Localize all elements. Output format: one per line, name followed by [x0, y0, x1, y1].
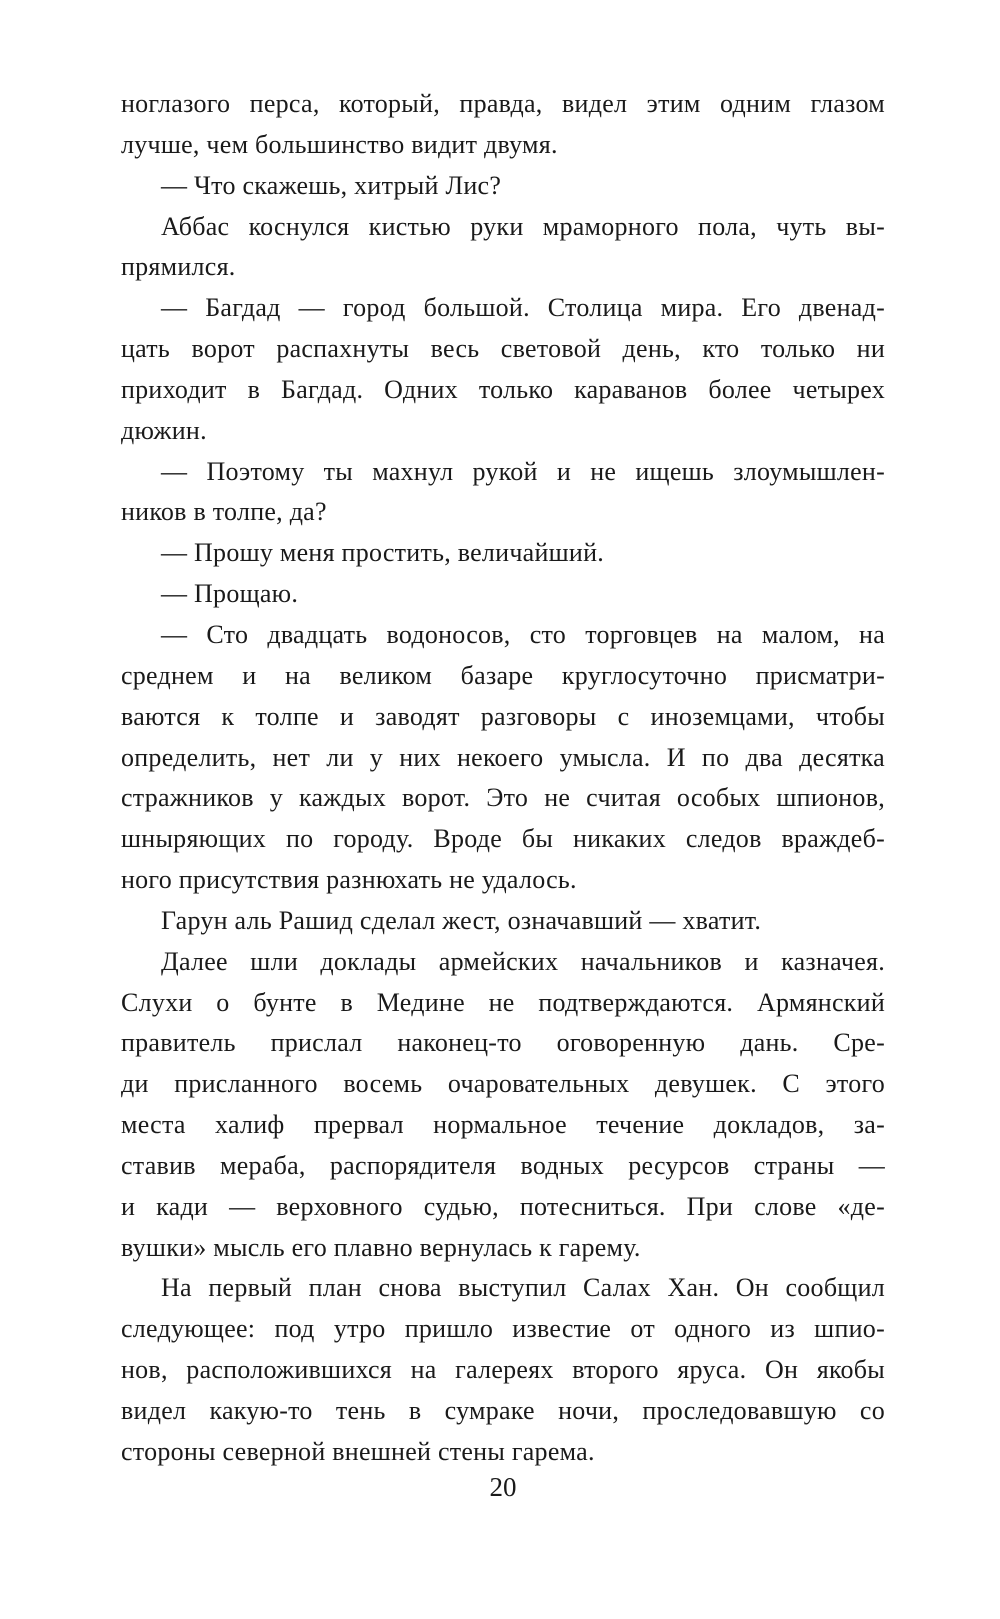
- page-number: 20: [489, 1472, 517, 1502]
- text-line: следующее: под утро пришло известие от одного из шпио-: [121, 1314, 885, 1344]
- text-line: нов, расположившихся на галереях второго яруса. Он якобы: [121, 1355, 885, 1385]
- text-line: ди присланного восемь очаровательных девушек. С этого: [121, 1069, 885, 1099]
- text-line: дюжин.: [121, 415, 207, 445]
- text-line: стороны северной внешней стены гарема.: [121, 1436, 595, 1466]
- text-line: На первый план снова выступил Салах Хан. Он сообщил: [161, 1273, 885, 1303]
- text-line: — Багдад — город большой. Столица мира. Его двенад-: [161, 293, 885, 323]
- text-line: шныряющих по городу. Вроде бы никаких следов враждеб-: [121, 824, 885, 854]
- text-line: правитель прислал наконец-то оговоренную дань. Сре-: [121, 1028, 885, 1058]
- text-line: ноглазого перса, который, правда, видел этим одним глазом: [121, 89, 885, 118]
- text-line: ников в толпе, да?: [121, 497, 327, 527]
- text-line: стражников у каждых ворот. Это не считая особых шпионов,: [121, 783, 885, 813]
- text-line: — Поэтому ты махнул рукой и не ищешь злоумышлен-: [161, 456, 885, 486]
- text-line: — Сто двадцать водоносов, сто торговцев на малом, на: [161, 619, 885, 649]
- text-line: цать ворот распахнуты весь световой день, кто только ни: [121, 334, 885, 364]
- text-line: вушки» мысль его плавно вернулась к гарему.: [121, 1232, 641, 1262]
- page-text: [121, 84, 885, 1473]
- text-line: и кади — верховного судью, потесниться. При слове «де-: [121, 1191, 885, 1221]
- text-line: ного присутствия разнюхать не удалось.: [121, 865, 577, 895]
- text-line: ставив мераба, распорядителя водных ресурсов страны —: [121, 1150, 885, 1180]
- text-line: — Что скажешь, хитрый Лис?: [161, 170, 502, 200]
- text-line: ваются к толпе и заводят разговоры с иноземцами, чтобы: [121, 701, 885, 731]
- text-line: Слухи о бунте в Медине не подтверждаются. Армянский: [121, 987, 885, 1017]
- text-line: среднем и на великом базаре круглосуточно присматри-: [121, 660, 885, 690]
- text-line: лучше, чем большинство видит двумя.: [121, 129, 558, 159]
- text-line: Далее шли доклады армейских начальников и казначея.: [161, 946, 885, 976]
- text-line: Аббас коснулся кистью руки мраморного пола, чуть вы-: [161, 211, 885, 241]
- text-line: — Прошу меня простить, величайший.: [161, 538, 605, 568]
- text-line: места халиф прервал нормальное течение докладов, за-: [121, 1110, 885, 1140]
- text-line: приходит в Багдад. Одних только караванов более четырех: [121, 374, 885, 404]
- text-line: видел какую-то тень в сумраке ночи, проследовавшую со: [121, 1396, 885, 1425]
- text-line: — Прощаю.: [161, 579, 299, 609]
- text-line: прямился.: [121, 252, 236, 282]
- text-line: определить, нет ли у них некоего умысла. И по два десятка: [121, 742, 885, 772]
- text-line: Гарун аль Рашид сделал жест, означавший — хватит.: [161, 905, 762, 935]
